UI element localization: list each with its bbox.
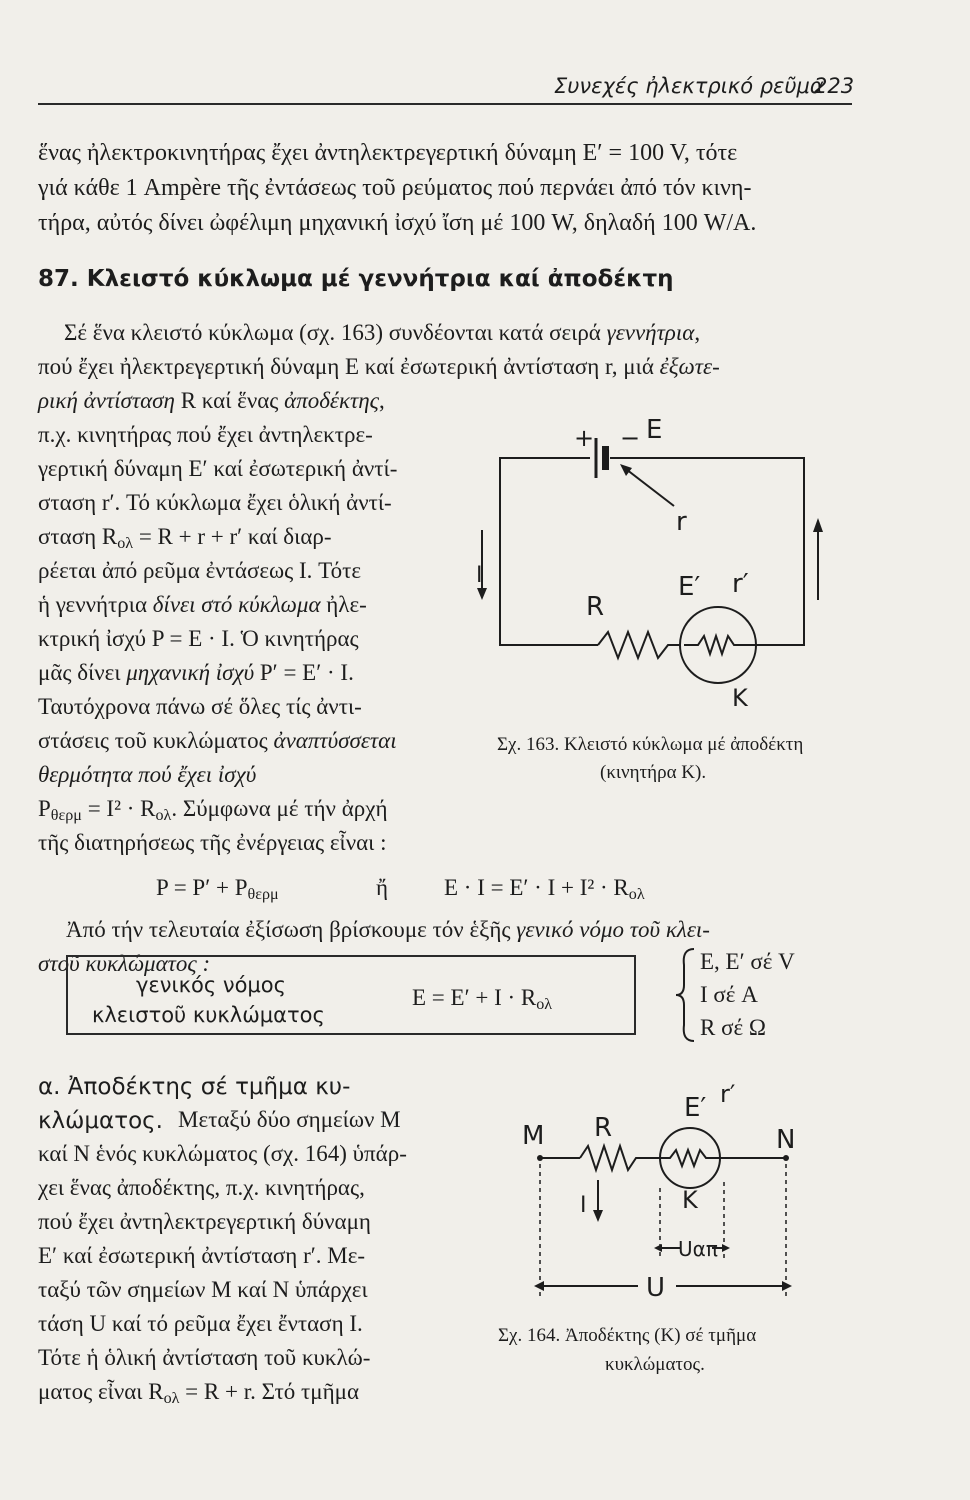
voltage-ap-label: Uαπ	[678, 1237, 718, 1261]
body-line: Σέ ἕνα κλειστό κύκλωμα (σχ. 163) συνδέονται κατά σειρά γεννήτρια,	[64, 320, 701, 345]
running-title: Συνεχές ἠλεκτρικό ρεῦμα	[554, 74, 824, 98]
body-line: στάσεις τοῦ κυκλώματος ἀναπτύσσεται	[38, 728, 397, 753]
body-line: πού ἔχει ἀντηλεκτρεγερτική δύναμη	[38, 1209, 371, 1234]
gen-r-label: r	[676, 507, 687, 537]
body-line: π.χ. κινητήρας πού ἔχει ἀντηλεκτρε-	[38, 422, 373, 447]
body-line: θερμότητα πού ἔχει ἰσχύ	[38, 762, 257, 787]
fig164-caption-2: κυκλώματος.	[605, 1354, 705, 1375]
body-line: χει ἕνας ἀποδέκτης, π.χ. κινητήρας,	[38, 1175, 365, 1200]
motor-r-zigzag	[650, 1150, 786, 1166]
body-line: τῆς διατηρήσεως τῆς ἐνέργειας εἶναι :	[38, 830, 387, 855]
motor-r-label: r′	[720, 1080, 736, 1108]
units-line: R σέ Ω	[700, 1015, 766, 1040]
body-line: ταξύ τῶν σημείων M καί N ὑπάρχει	[38, 1277, 368, 1302]
body-line: πού ἔχει ἠλεκτρεγερτική δύναμη E καί ἐσωτερική ἀντίσταση r, μιά ἐξωτε-	[38, 354, 720, 379]
gen-emf-label: E	[646, 415, 663, 445]
body-line: τάση U καί τό ρεῦμα ἔχει ἔνταση I.	[38, 1311, 363, 1336]
plus-label: +	[574, 424, 595, 452]
body-line: μᾶς δίνει μηχανική ἰσχύ P′ = E′ · I.	[38, 660, 354, 685]
section-heading	[38, 266, 674, 292]
body-line: Ἀπό τήν τελευταία ἐξίσωση βρίσκουμε τόν ἑξῆς γενικό νόμο τοῦ κλει-	[66, 917, 710, 942]
motor-emf-label: E′	[678, 572, 701, 602]
units-line: I σέ A	[700, 982, 758, 1007]
voltage-total-label: U	[646, 1273, 666, 1303]
fig164-caption-1: Σχ. 164. Ἀποδέκτης (K) σέ τμῆμα	[498, 1325, 757, 1346]
body-line: Μεταξύ δύο σημείων M	[178, 1107, 401, 1132]
equation-connector: ἤ	[376, 875, 389, 900]
subsection-heading-1	[38, 1074, 350, 1100]
fig163-wire	[610, 458, 804, 645]
fig163-caption-2: (κινητήρα K).	[600, 762, 707, 783]
body-line: σταση r′. Τό κύκλωμα ἔχει ὁλική ἀντί-	[38, 490, 392, 515]
resistor-zigzag	[580, 1146, 650, 1170]
body-line: $P_{\theta\varepsilon\rho\mu} = I^2 \cdot R_{o\lambda}$. Σύμφωνα μέ τήν ἀρχή	[38, 796, 388, 825]
point-n-label: N	[776, 1125, 796, 1155]
equation-energy-right: $E \cdot I = E' \cdot I + I^2 \cdot R_{o\lambda}$	[444, 875, 645, 904]
law-label-2: κλειστοῦ κυκλώματος	[92, 1003, 325, 1027]
minus-label: −	[620, 424, 641, 452]
body-line: σταση $R_{o\lambda} = R + r + r'$ καί διαρ-	[38, 524, 332, 553]
body-line: Ταυτόχρονα πάνω σέ ὅλες τίς ἀντι-	[38, 694, 362, 719]
resistor-zigzag	[598, 632, 680, 658]
equation-energy-left: $P = P' + P_{\theta\varepsilon\rho\mu}$	[156, 875, 279, 904]
body-line: Τότε ἡ ὁλική ἀντίσταση τοῦ κυκλώ-	[38, 1345, 371, 1370]
body-line: καί N ἑνός κυκλώματος (σχ. 164) ὑπάρ-	[38, 1141, 407, 1166]
subsection-letter: α.	[38, 1074, 61, 1100]
body-line: ρική ἀντίσταση R καί ἕνας ἀποδέκτης,	[38, 388, 385, 413]
intro-line-3: τήρα, αὐτός δίνει ὠφέλιμη μηχανική ἰσχύ ἴση μέ 100 W, δηλαδή 100 W/A.	[38, 210, 757, 236]
body-line: ἡ γεννήτρια δίνει στό κύκλωμα ἠλε-	[38, 592, 367, 617]
units-brace	[672, 945, 702, 1045]
motor-label: K	[732, 684, 748, 712]
motor-r-zigzag	[684, 636, 756, 654]
resistor-label: R	[594, 1113, 613, 1143]
resistor-label: R	[586, 592, 605, 622]
body-line: ματος εἶναι $R_{o\lambda} = R + r$. Στό τμῆμα	[38, 1379, 360, 1408]
header-rule	[38, 103, 852, 105]
figure-164	[518, 1062, 848, 1312]
fig163-wire	[500, 458, 598, 645]
law-formula: $E = E' + I \cdot R_{o\lambda}$	[412, 985, 553, 1014]
units-line: E, E′ σέ V	[700, 949, 795, 974]
section-title: Κλειστό κύκλωμα μέ γεννήτρια καί ἀποδέκτη	[86, 266, 674, 292]
body-line: E′ καί ἐσωτερική ἀντίσταση r′. Με-	[38, 1243, 366, 1268]
point-m-label: M	[522, 1121, 545, 1151]
body-line: γερτική δύναμη E′ καί ἐσωτερική ἀντί-	[38, 456, 398, 481]
body-line: ρέεται ἀπό ρεῦμα ἐντάσεως I. Τότε	[38, 558, 362, 583]
law-label-1: γενικός νόμος	[136, 973, 286, 997]
section-number: 87.	[38, 266, 79, 292]
page-number: 223	[814, 74, 855, 98]
figure-163	[470, 400, 830, 720]
motor-emf-label: E′	[684, 1093, 707, 1123]
body-line: στοῦ κυκλώματος :	[38, 951, 211, 976]
motor-r-label: r′	[732, 569, 749, 599]
node-m	[537, 1155, 543, 1161]
intro-line-1: ἕνας ἠλεκτροκινητήρας ἔχει ἀντηλεκτρεγερτική δύναμη E′ = 100 V, τότε	[38, 140, 738, 166]
intro-line-2: γιά κάθε 1 Ampère τῆς ἐντάσεως τοῦ ρεύματος πού περνάει ἀπό τόν κινη-	[38, 175, 752, 201]
node-n	[783, 1155, 789, 1161]
subsection-heading-2: κλώματος.	[38, 1108, 163, 1134]
subsection-title: Ἀποδέκτης σέ τμῆμα κυ-	[67, 1074, 351, 1100]
current-label: I	[580, 1193, 587, 1218]
current-label: I	[476, 563, 483, 588]
gen-r-arrow	[622, 466, 674, 506]
motor-label: K	[682, 1186, 698, 1214]
fig163-caption-1: Σχ. 163. Κλειστό κύκλωμα μέ ἀποδέκτη	[497, 734, 804, 755]
battery-plate-short	[602, 446, 609, 470]
body-line: κτρική ἰσχύ P = E · I. Ὁ κινητήρας	[38, 626, 359, 651]
